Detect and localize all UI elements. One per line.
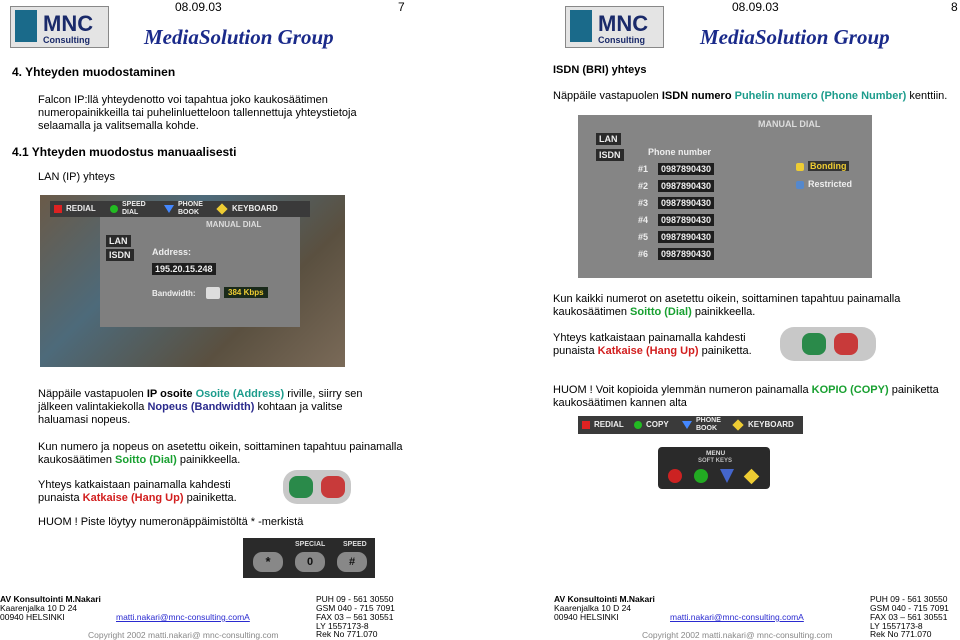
soft-keys-label: SOFT KEYS <box>698 458 733 464</box>
footer-address1: Kaarenjalka 10 D 24 <box>0 603 78 613</box>
red-key-icon <box>582 421 590 429</box>
intro-text: Falcon IP:llä yhteydenotto voi tapahtua joko kaukosäätimen numeropainikkeilla tai puhelinluetteloon tallennettuja yhteystietoja selaamalla ja valitsemalla kohde. <box>38 94 357 132</box>
menu-label: MENU <box>706 450 726 457</box>
footer-gsm: GSM 040 - 715 7091 <box>316 603 395 613</box>
star-key: * <box>253 552 283 572</box>
restricted-checkbox-icon <box>796 181 804 189</box>
phone-green-icon <box>802 333 826 355</box>
logo-text: MNC <box>598 11 649 36</box>
phone-row: #2 0987890430 <box>638 180 788 197</box>
logo-sub: Consulting <box>43 35 90 45</box>
phone-rows <box>638 163 788 265</box>
isdn-dial-screenshot <box>578 115 872 278</box>
phone-number-label: Phone number <box>648 147 712 157</box>
footer-email[interactable]: matti.nakari@mnc-consulting.comA <box>670 612 804 622</box>
isdn-title: ISDN (BRI) yhteys <box>553 64 647 76</box>
paragraph-dial-right: Kun kaikki numerot on asetettu oikein, soittaminen tapahtuu painamalla kaukosäätimen Soitto (Dial) painikkeella. <box>553 293 901 318</box>
footer-company: AV Konsultointi M.Nakari <box>0 594 101 604</box>
yellow-key-icon <box>732 419 743 430</box>
phone-row: #6 0987890430 <box>638 248 788 265</box>
footer-copyright: Copyright 2002 matti.nakari@ mnc-consulting.com <box>88 630 279 640</box>
hash-key: # <box>337 552 367 572</box>
phone-green-icon <box>289 476 313 498</box>
page-number: 7 <box>398 0 405 14</box>
address-field: 195.20.15.248 <box>152 263 216 275</box>
footer-rek: Rek No 771.070 <box>870 629 932 639</box>
logo-text: MNC <box>43 11 94 36</box>
lan-dial-screenshot <box>40 195 345 367</box>
menu-item: COPY <box>646 420 669 429</box>
paragraph-dial: Kun numero ja nopeus on asetettu oikein, soittaminen tapahtuu painamalla kaukosäätimen Soitto (Dial) painikkeella. <box>38 441 403 466</box>
dial-panel <box>100 217 300 327</box>
tab-lan: LAN <box>596 133 621 145</box>
dial-hangup-buttons-image <box>780 327 876 361</box>
tab-isdn: ISDN <box>106 249 134 261</box>
bandwidth-field: 384 Kbps <box>224 287 268 298</box>
phone-row: #3 0987890430 <box>638 197 788 214</box>
green-key-icon <box>110 205 118 213</box>
tab-lan: LAN <box>106 235 131 247</box>
logo-mark-icon <box>570 10 592 42</box>
red-key-icon <box>54 205 62 213</box>
footer-ly: LY 1557173-8 <box>316 621 369 631</box>
blue-softkey <box>720 469 734 483</box>
red-softkey <box>668 469 682 483</box>
phone-row: #1 0987890430 <box>638 163 788 180</box>
page-date: 08.09.03 <box>175 0 222 14</box>
menu-item: REDIAL <box>594 420 624 429</box>
keypad-image <box>243 538 375 578</box>
panel-title: MANUAL DIAL <box>758 119 821 129</box>
blue-key-icon <box>164 205 174 213</box>
bonding-checkbox-icon <box>796 163 804 171</box>
menu-item: PHONE BOOK <box>178 201 203 216</box>
phone-row: #5 0987890430 <box>638 231 788 248</box>
footer-fax: FAX 03 – 561 30551 <box>870 612 948 622</box>
bonding-option: Bonding <box>810 161 847 171</box>
menu-item: REDIAL <box>66 204 96 213</box>
note-asterisk: HUOM ! Piste löytyy numeronäppäimistöltä * -merkistä <box>38 516 304 528</box>
footer-rek: Rek No 771.070 <box>316 629 378 639</box>
section-title: 4. Yhteyden muodostaminen <box>12 65 176 79</box>
footer-email[interactable]: matti.nakari@mnc-consulting.comA <box>116 612 250 622</box>
footer-gsm: GSM 040 - 715 7091 <box>870 603 949 613</box>
footer-copyright: Copyright 2002 matti.nakari@ mnc-consulting.com <box>642 630 833 640</box>
logo-sub: Consulting <box>598 35 645 45</box>
footer-puh: PUH 09 - 561 30550 <box>316 594 394 604</box>
menu-item: KEYBOARD <box>748 420 794 429</box>
mnc-logo-left <box>10 6 109 48</box>
brand-title: MediaSolution Group <box>144 25 334 49</box>
blue-key-icon <box>682 421 692 429</box>
footer-ly: LY 1557173-8 <box>870 621 923 631</box>
footer-fax: FAX 03 – 561 30551 <box>316 612 394 622</box>
restricted-option: Restricted <box>808 179 853 189</box>
dial-hangup-buttons-image <box>283 470 351 504</box>
paragraph-hangup: Yhteys katkaistaan painamalla kahdesti punaista Katkaise (Hang Up) painiketta. <box>38 479 237 504</box>
special-label: SPECIAL <box>295 541 326 548</box>
phone-red-icon <box>834 333 858 355</box>
yellow-key-icon <box>216 203 227 214</box>
paragraph-hangup-right: Yhteys katkaistaan painamalla kahdesti punaista Katkaise (Hang Up) painiketta. <box>553 332 752 357</box>
zero-key: 0 <box>295 552 325 572</box>
bandwidth-label: Bandwidth: <box>152 289 196 298</box>
paragraph-copy-note: HUOM ! Voit kopioida ylemmän numeron painamalla KOPIO (COPY) painiketta kaukosäätimen kannen alta <box>553 384 939 409</box>
menu-item: SPEED DIAL <box>122 201 146 216</box>
phone-row: #4 0987890430 <box>638 214 788 231</box>
subsection-title: 4.1 Yhteyden muodostus manuaalisesti <box>12 145 237 159</box>
green-key-icon <box>634 421 642 429</box>
page-number: 8 <box>951 0 958 14</box>
footer-company: AV Konsultointi M.Nakari <box>554 594 655 604</box>
yellow-softkey <box>744 469 760 485</box>
footer-puh: PUH 09 - 561 30550 <box>870 594 948 604</box>
menu-item: PHONE BOOK <box>696 417 721 432</box>
dial-knob-icon <box>206 287 220 299</box>
logo-mark-icon <box>15 10 37 42</box>
remote-menubar-image <box>578 416 803 434</box>
remote-softkeys-image <box>658 447 770 489</box>
speed-label: SPEED <box>343 541 367 548</box>
tab-isdn: ISDN <box>596 149 624 161</box>
footer-address2: 00940 HELSINKI <box>554 612 619 622</box>
page-date: 08.09.03 <box>732 0 779 14</box>
green-softkey <box>694 469 708 483</box>
paragraph-ip-address: Näppäile vastapuolen IP osoite Osoite (Address) riville, siirry sen jälkeen valintakiekolla Nopeus (Bandwidth) kohtaan ja valitse haluamasi nopeus. <box>38 388 363 426</box>
footer-address2: 00940 HELSINKI <box>0 612 65 622</box>
brand-title: MediaSolution Group <box>700 25 890 49</box>
phone-red-icon <box>321 476 345 498</box>
panel-title: MANUAL DIAL <box>206 220 262 229</box>
paragraph-isdn-number: Näppäile vastapuolen ISDN numero Puhelin numero (Phone Number) kenttiin. <box>553 90 948 102</box>
footer-address1: Kaarenjalka 10 D 24 <box>554 603 632 613</box>
mnc-logo-right <box>565 6 664 48</box>
menu-item: KEYBOARD <box>232 204 278 213</box>
menu-bar <box>50 201 310 217</box>
address-label: Address: <box>152 247 192 257</box>
lan-title: LAN (IP) yhteys <box>38 171 116 183</box>
